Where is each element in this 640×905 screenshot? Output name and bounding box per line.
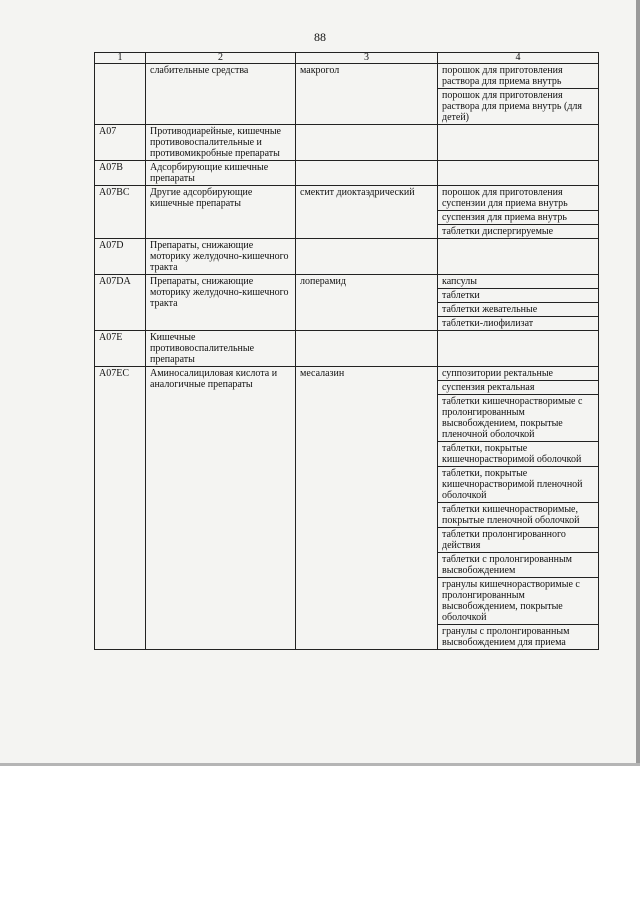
- dosage-form-item: таблетки жевательные: [438, 302, 598, 316]
- group-name-cell: Другие адсорбирующие кишечные препараты: [146, 186, 296, 239]
- substance-cell: месалазин: [296, 367, 438, 650]
- substance-cell: [296, 125, 438, 161]
- column-header-code: 1: [95, 53, 146, 64]
- dosage-forms-cell: [438, 161, 599, 186]
- atc-code-cell: A07DA: [95, 275, 146, 331]
- table-row: [95, 275, 599, 331]
- atc-code-cell: A07EC: [95, 367, 146, 650]
- dosage-forms-cell: [438, 125, 599, 161]
- table-row: [95, 161, 599, 186]
- dosage-form-item: таблетки: [438, 288, 598, 302]
- column-header-group: 2: [146, 53, 296, 64]
- group-name-cell: Кишечные противовоспалительные препараты: [146, 331, 296, 367]
- group-name-cell: Противодиарейные, кишечные противовоспалительные и противомикробные препараты: [146, 125, 296, 161]
- dosage-form-item: таблетки кишечнорастворимые с пролонгированным высвобождением, покрытые пленочной оболочкой: [438, 394, 598, 441]
- dosage-form-item: суппозитории ректальные: [442, 368, 553, 379]
- dosage-forms-cell: [438, 275, 599, 331]
- column-header-substance: 3: [296, 53, 438, 64]
- dosage-form-item: таблетки с пролонгированным высвобождением: [438, 552, 598, 577]
- table-header-row: [95, 53, 599, 64]
- substance-cell: [296, 161, 438, 186]
- group-name-cell: Аминосалициловая кислота и аналогичные препараты: [146, 367, 296, 650]
- substance-cell: лоперамид: [296, 275, 438, 331]
- substance-cell: смектит диоктаэдрический: [296, 186, 438, 239]
- atc-code-cell: [95, 64, 146, 125]
- group-name-cell: Препараты, снижающие моторику желудочно-кишечного тракта: [146, 275, 296, 331]
- group-name-cell: Препараты, снижающие моторику желудочно-кишечного тракта: [146, 239, 296, 275]
- dosage-form-item: порошок для приготовления суспензии для приема внутрь: [442, 187, 568, 209]
- table-row: [95, 331, 599, 367]
- table-row: [95, 239, 599, 275]
- substance-cell: [296, 239, 438, 275]
- dosage-form-item: капсулы: [442, 276, 477, 287]
- dosage-form-item: порошок для приготовления раствора для приема внутрь: [442, 65, 563, 87]
- dosage-form-item: гранулы с пролонгированным высвобождением для приема: [438, 624, 598, 649]
- dosage-forms-cell: [438, 64, 599, 125]
- dosage-form-item: таблетки кишечнорастворимые, покрытые пленочной оболочкой: [438, 502, 598, 527]
- substance-cell: макрогол: [296, 64, 438, 125]
- dosage-form-item: таблетки, покрытые кишечнорастворимой оболочкой: [438, 441, 598, 466]
- dosage-form-item: суспензия для приема внутрь: [438, 210, 598, 224]
- table-row: [95, 186, 599, 239]
- table-row: [95, 367, 599, 650]
- drug-table: [94, 52, 599, 650]
- atc-code-cell: A07D: [95, 239, 146, 275]
- substance-cell: [296, 331, 438, 367]
- dosage-forms-cell: [438, 239, 599, 275]
- atc-code-cell: A07B: [95, 161, 146, 186]
- dosage-form-item: таблетки-лиофилизат: [438, 316, 598, 330]
- group-name-cell: Адсорбирующие кишечные препараты: [146, 161, 296, 186]
- dosage-form-item: таблетки, покрытые кишечнорастворимой пленочной оболочкой: [438, 466, 598, 502]
- dosage-form-item: гранулы кишечнорастворимые с пролонгированным высвобождением, покрытые оболочкой: [438, 577, 598, 624]
- dosage-form-item: таблетки пролонгированного действия: [438, 527, 598, 552]
- table-row: [95, 64, 599, 125]
- dosage-form-item: суспензия ректальная: [438, 380, 598, 394]
- page-edge: [0, 763, 640, 766]
- dosage-form-item: таблетки диспергируемые: [438, 224, 598, 238]
- atc-code-cell: A07: [95, 125, 146, 161]
- atc-code-cell: A07E: [95, 331, 146, 367]
- dosage-forms-cell: [438, 367, 599, 650]
- column-header-forms: 4: [438, 53, 599, 64]
- group-name-cell: слабительные средства: [146, 64, 296, 125]
- table-row: [95, 125, 599, 161]
- dosage-form-item: порошок для приготовления раствора для приема внутрь (для детей): [438, 88, 598, 124]
- table-body: [95, 64, 599, 650]
- atc-code-cell: A07BC: [95, 186, 146, 239]
- dosage-forms-cell: [438, 186, 599, 239]
- page-number: 88: [314, 30, 326, 44]
- dosage-forms-cell: [438, 331, 599, 367]
